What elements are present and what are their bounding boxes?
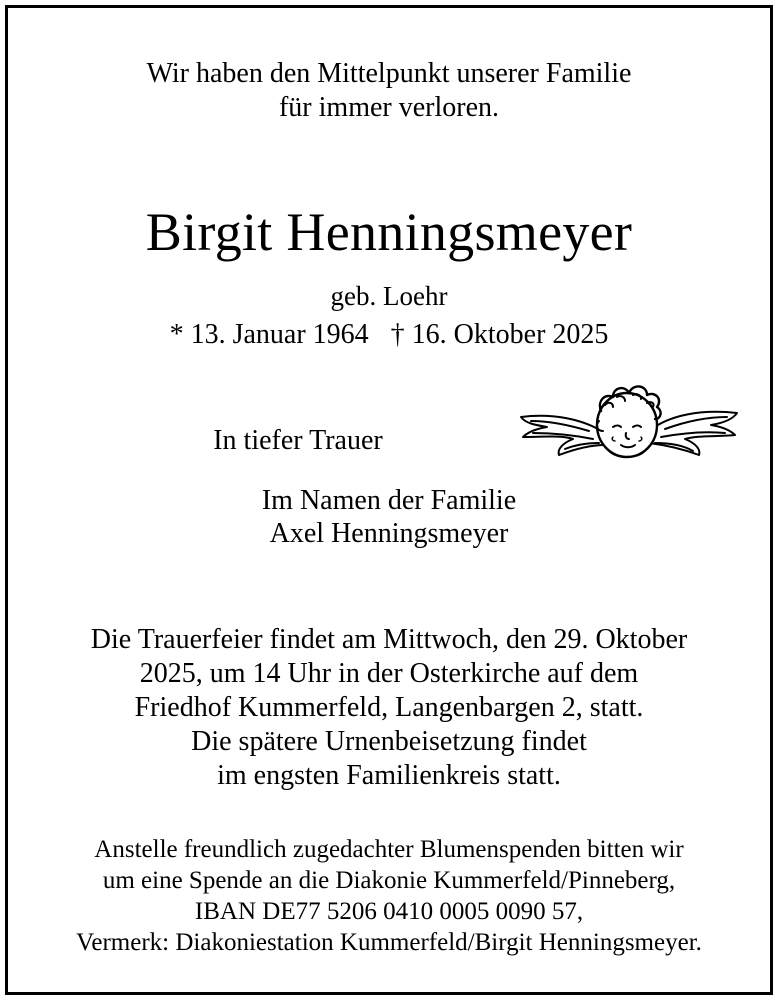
life-dates: [8, 318, 770, 352]
service-line-2: 2025, um 14 Uhr in der Osterkirche auf dem: [139, 658, 639, 689]
maiden-name: geb. Loehr: [330, 281, 448, 311]
donation-line-4: Vermerk: Diakoniestation Kummerfeld/Birgit Henningsmeyer.: [76, 929, 702, 956]
birth-date: * 13. Januar 1964: [169, 319, 369, 350]
obituary-frame: [5, 5, 773, 995]
death-date: † 16. Oktober 2025: [390, 319, 609, 350]
donation-line-2: um eine Spende an die Diakonie Kummerfeld/Pinneberg,: [102, 867, 676, 894]
donation-info: [8, 834, 770, 958]
service-line-4: Die spätere Urnenbeisetzung findet: [191, 726, 587, 757]
family-line-2: Axel Henningsmeyer: [269, 518, 509, 549]
mourning-text: In tiefer Trauer: [213, 425, 383, 456]
donation-line-1: Anstelle freundlich zugedachter Blumenspenden bitten wir: [94, 836, 684, 863]
cherub-angel-icon: [513, 371, 741, 475]
service-line-3: Friedhof Kummerfeld, Langenbargen 2, statt.: [134, 692, 644, 723]
service-line-5: im engsten Familienkreis statt.: [217, 760, 561, 791]
family-signature: [8, 484, 770, 550]
funeral-service-info: [8, 623, 770, 793]
intro-line-1: Wir haben den Mittelpunkt unserer Familie: [146, 58, 632, 89]
family-line-1: Im Namen der Familie: [261, 485, 517, 516]
donation-line-3: IBAN DE77 5206 0410 0005 0090 57,: [194, 898, 584, 925]
intro-text: [8, 57, 770, 125]
intro-line-2: für immer verloren.: [278, 92, 500, 123]
service-line-1: Die Trauerfeier findet am Mittwoch, den 29. Oktober: [90, 624, 688, 655]
deceased-name: Birgit Henningsmeyer: [145, 202, 633, 262]
